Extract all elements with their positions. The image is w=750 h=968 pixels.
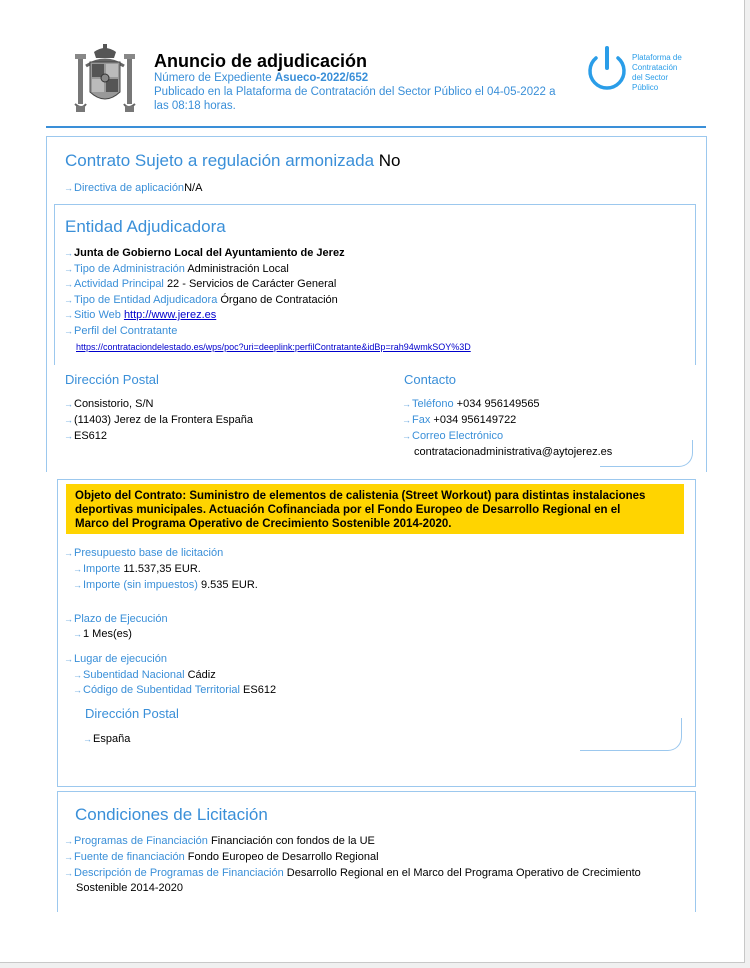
arrow-icon: → — [73, 685, 81, 695]
arrow-icon: → — [83, 734, 91, 744]
telefono-line — [402, 397, 540, 411]
arrow-icon: → — [64, 326, 72, 336]
header-divider — [46, 126, 706, 128]
arrow-icon: → — [64, 852, 72, 862]
perfil-link-line — [76, 340, 471, 354]
objeto-dir-curve — [580, 718, 682, 751]
importe-line — [73, 562, 201, 576]
contrato-heading-text: Contrato Sujeto a regulación armonizada — [65, 151, 375, 170]
objeto-line-1: Objeto del Contrato: Suministro de elementos de calistenia (Street Workout) para distintas instalaciones — [75, 490, 646, 502]
importe-sin-line — [73, 578, 258, 592]
expediente-value: Asueco-2022/652 — [274, 72, 369, 84]
platform-logo — [583, 44, 693, 98]
platform-logo-line-4: Público — [632, 83, 659, 92]
codigo-label: Código de Subentidad Territorial — [83, 684, 240, 696]
desc-line-2 — [76, 881, 183, 895]
arrow-icon: → — [64, 295, 72, 305]
directiva-label: Directiva de aplicación — [74, 182, 185, 194]
correo-value-line — [414, 445, 612, 459]
arrow-icon: → — [73, 629, 81, 639]
direccion-line-1 — [64, 397, 153, 411]
sitio-web-link[interactable]: http://www.jerez.es — [123, 309, 217, 321]
direccion-value-2: (11403) Jerez de la Frontera España — [74, 414, 253, 426]
presupuesto-label: Presupuesto base de licitación — [74, 547, 224, 559]
arrow-icon: → — [64, 264, 72, 274]
fax-line — [402, 413, 516, 427]
arrow-icon: → — [64, 614, 72, 624]
direccion-value-1: Consistorio, S/N — [74, 398, 154, 410]
arrow-icon: → — [402, 431, 410, 441]
desc-value-2: Sostenible 2014-2020 — [76, 882, 184, 894]
sitio-web-line — [64, 308, 216, 322]
arrow-icon: → — [64, 431, 72, 441]
plazo-value: 1 Mes(es) — [83, 628, 132, 640]
plazo-label: Plazo de Ejecución — [74, 613, 168, 625]
importe-sin-label: Importe (sin impuestos) — [83, 579, 198, 591]
codigo-value: ES612 — [243, 684, 277, 696]
tipo-admin-label: Tipo de Administración — [74, 263, 185, 275]
published-line-2: las 08:18 horas. — [154, 100, 236, 112]
arrow-icon: → — [73, 580, 81, 590]
tipo-entidad-line — [64, 293, 338, 307]
desc-value-1: Desarrollo Regional en el Marco del Programa Operativo de Crecimiento — [286, 867, 641, 879]
arrow-icon: → — [64, 279, 72, 289]
directiva-line — [64, 181, 202, 195]
correo-value: contratacionadministrativa@aytojerez.es — [414, 446, 613, 458]
correo-line — [402, 429, 503, 443]
power-icon — [583, 44, 631, 98]
subentidad-line — [73, 668, 216, 682]
desc-line — [64, 866, 641, 880]
arrow-icon: → — [64, 399, 72, 409]
entidad-name: Junta de Gobierno Local del Ayuntamiento de Jerez — [74, 247, 345, 259]
platform-logo-line-1: Plataforma de — [632, 53, 682, 62]
perfil-link[interactable]: https://contrataciondelestado.es/wps/poc?uri=deeplink:perfilContratante&idBp=rah94wmkSOY%3D — [76, 342, 471, 352]
tipo-admin-line — [64, 262, 289, 276]
actividad-line — [64, 277, 336, 291]
entidad-heading: Entidad Adjudicadora — [65, 217, 226, 236]
direccion-value-3: ES612 — [74, 430, 108, 442]
fuente-value: Fondo Europeo de Desarrollo Regional — [187, 851, 379, 863]
telefono-label: Teléfono — [412, 398, 454, 410]
arrow-icon: → — [64, 415, 72, 425]
direccion-heading: Dirección Postal — [65, 372, 159, 387]
contrato-heading — [65, 151, 401, 171]
desc-label: Descripción de Programas de Financiación — [74, 867, 284, 879]
objeto-dir-heading: Dirección Postal — [85, 706, 179, 721]
tipo-entidad-value: Órgano de Contratación — [220, 294, 338, 306]
subentidad-value: Cádiz — [187, 669, 216, 681]
expediente-line — [154, 72, 368, 84]
tipo-admin-value: Administración Local — [187, 263, 289, 275]
contrato-heading-value: No — [378, 151, 401, 170]
platform-logo-line-2: Contratación — [632, 63, 678, 72]
importe-label: Importe — [83, 563, 121, 575]
objeto-dir-value: España — [93, 733, 131, 745]
objeto-text — [75, 489, 678, 531]
lugar-line — [64, 652, 167, 666]
objeto-dir-line — [83, 732, 130, 746]
importe-value: 11.537,35 EUR. — [123, 563, 201, 575]
fax-value: +034 956149722 — [433, 414, 517, 426]
condiciones-heading: Condiciones de Licitación — [75, 805, 268, 824]
correo-label: Correo Electrónico — [412, 430, 504, 442]
arrow-icon: → — [64, 868, 72, 878]
fax-label: Fax — [412, 414, 431, 426]
contacto-heading: Contacto — [404, 372, 457, 387]
subentidad-label: Subentidad Nacional — [83, 669, 185, 681]
fuente-line — [64, 850, 379, 864]
arrow-icon: → — [402, 399, 410, 409]
arrow-icon: → — [64, 183, 72, 193]
lugar-label: Lugar de ejecución — [74, 653, 167, 665]
arrow-icon: → — [64, 248, 72, 258]
programas-value: Financiación con fondos de la UE — [210, 835, 375, 847]
telefono-value: +034 956149565 — [456, 398, 540, 410]
entidad-name-line — [64, 246, 345, 260]
arrow-icon: → — [64, 310, 72, 320]
arrow-icon: → — [64, 654, 72, 664]
actividad-value: 22 - Servicios de Carácter General — [166, 278, 337, 290]
objeto-line-3: Marco del Programa Operativo de Crecimiento Sostenible 2014-2020. — [75, 518, 452, 530]
objeto-line-2: deportivas municipales. Actuación Cofinanciada por el Fondo Europeo de Desarrollo Regional en el — [75, 504, 621, 516]
fuente-label: Fuente de financiación — [74, 851, 185, 863]
page-title: Anuncio de adjudicación — [154, 51, 368, 71]
published-line-1: Publicado en la Plataforma de Contratación del Sector Público el 04-05-2022 a — [154, 86, 556, 98]
sitio-web-label: Sitio Web — [74, 309, 121, 321]
codigo-line — [73, 683, 276, 697]
arrow-icon: → — [64, 548, 72, 558]
perfil-line — [64, 324, 177, 338]
direccion-line-3 — [64, 429, 107, 443]
programas-line — [64, 834, 375, 848]
platform-logo-line-3: del Sector — [632, 73, 669, 82]
coat-of-arms-icon — [72, 44, 138, 116]
perfil-label: Perfil del Contratante — [74, 325, 178, 337]
direccion-line-2 — [64, 413, 253, 427]
arrow-icon: → — [73, 670, 81, 680]
tipo-entidad-label: Tipo de Entidad Adjudicadora — [74, 294, 218, 306]
plazo-value-line — [73, 627, 132, 641]
programas-label: Programas de Financiación — [74, 835, 208, 847]
importe-sin-value: 9.535 EUR. — [201, 579, 258, 591]
arrow-icon: → — [64, 836, 72, 846]
arrow-icon: → — [73, 564, 81, 574]
actividad-label: Actividad Principal — [74, 278, 164, 290]
arrow-icon: → — [402, 415, 410, 425]
main-section-curve — [600, 440, 693, 467]
presupuesto-line — [64, 546, 223, 560]
expediente-label: Número de Expediente — [154, 72, 272, 84]
directiva-value: N/A — [184, 182, 203, 194]
plazo-line — [64, 612, 168, 626]
